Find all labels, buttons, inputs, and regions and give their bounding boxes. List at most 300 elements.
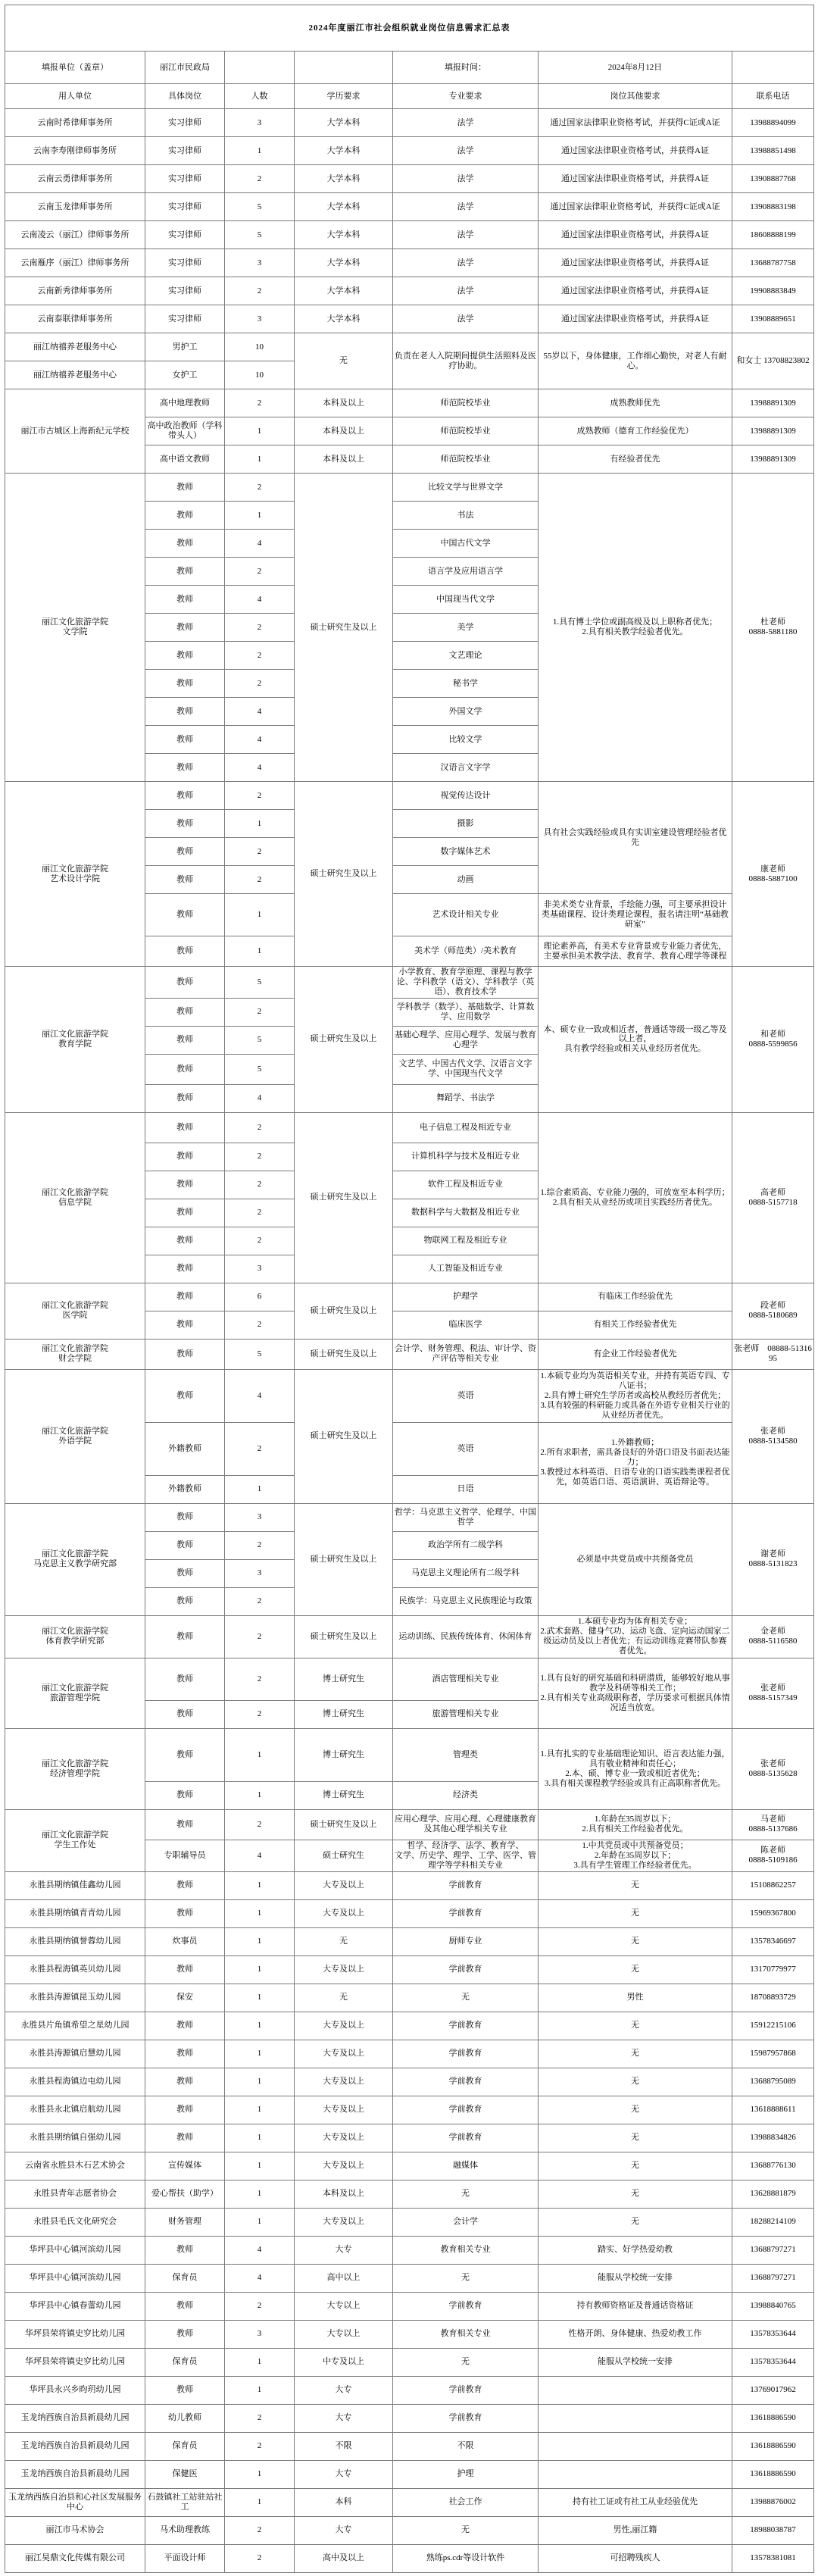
cell-edu: 硕士研究生 <box>295 1840 393 1871</box>
cell-post: 保育员 <box>145 2432 225 2460</box>
cell-num: 5 <box>225 967 295 999</box>
cell-phone: 13578353644 <box>732 2348 814 2376</box>
cell-major: 日语 <box>393 1475 539 1503</box>
table-row <box>5 1984 814 2012</box>
cell-edu: 本科及以上 <box>295 417 393 445</box>
cell-major: 教育相关专业 <box>393 2320 539 2348</box>
cell-unit: 丽江文化旅游学院 马克思主义教学研究部 <box>5 1503 145 1615</box>
cell-unit: 丽江文化旅游学院 教育学院 <box>5 967 145 1113</box>
cell-num: 2 <box>225 1199 295 1227</box>
cell-post: 教师 <box>145 474 225 502</box>
cell-num: 2 <box>225 614 295 642</box>
cell-phone: 13688797271 <box>732 2264 814 2292</box>
table-row <box>5 1369 814 1422</box>
table-row <box>5 1955 814 1984</box>
cell-other: 通过国家法律职业资格考试，并获得C证或A证 <box>539 109 732 137</box>
cell-unit: 永胜县期纳镇自强幼儿园 <box>5 2124 145 2152</box>
cell-major: 学前教育 <box>393 1899 539 1927</box>
cell-other: 无 <box>539 2152 732 2180</box>
cell-other: 通过国家法律职业资格考试，并获得A证 <box>539 165 732 193</box>
cell-other: 有企业工作经验者优先 <box>539 1339 732 1369</box>
cell-edu: 不限 <box>295 2432 393 2460</box>
cell-phone: 18988038787 <box>732 2516 814 2544</box>
table-row <box>5 2460 814 2488</box>
cell-phone: 18288214109 <box>732 2208 814 2236</box>
table-row <box>5 474 814 502</box>
cell-unit: 云南凌云（丽江）律师事务所 <box>5 221 145 249</box>
cell-num: 1 <box>225 445 295 474</box>
cell-major: 法学 <box>393 277 539 305</box>
cell-other: 无 <box>539 2096 732 2124</box>
cell-other: 1.年龄在35周岁以下； 2.具有相关工作经验者优先。 <box>539 1809 732 1840</box>
cell-post: 教师 <box>145 866 225 894</box>
cell-post: 爱心帮扶（助学） <box>145 2180 225 2208</box>
cell-num: 5 <box>225 1339 295 1369</box>
table-row <box>5 2068 814 2096</box>
cell-unit: 永胜县永北镇启航幼儿园 <box>5 2096 145 2124</box>
cell-other: 能服从学校统一安排 <box>539 2348 732 2376</box>
unit-value: 丽江市民政局 <box>145 52 225 84</box>
cell-major: 厨师专业 <box>393 1927 539 1955</box>
cell-unit: 华坪县中心镇河滨幼儿园 <box>5 2264 145 2292</box>
cell-phone: 15969367800 <box>732 1899 814 1927</box>
cell-major: 社会工作 <box>393 2488 539 2516</box>
cell-post: 石鼓镇社工站驻站社工 <box>145 2488 225 2516</box>
cell-major: 文艺学、中国古代文学、汉语言文字学、中国现当代文学 <box>393 1054 539 1084</box>
cell-edu: 大专及以上 <box>295 2208 393 2236</box>
cell-edu: 无 <box>295 1927 393 1955</box>
cell-edu: 大学本科 <box>295 249 393 277</box>
cell-major: 学前教育 <box>393 2124 539 2152</box>
cell-post: 宣传媒体 <box>145 2152 225 2180</box>
cell-major: 计算机科学与技术及相近专业 <box>393 1143 539 1171</box>
cell-unit: 永胜县期纳镇佳鑫幼儿园 <box>5 1871 145 1899</box>
cell-major: 学前教育 <box>393 2012 539 2040</box>
cell-post: 教师 <box>145 698 225 726</box>
cell-post: 保安 <box>145 1984 225 2012</box>
cell-major: 护理 <box>393 2460 539 2488</box>
column-header-post: 具体岗位 <box>145 84 225 109</box>
cell-edu: 大专及以上 <box>295 1955 393 1984</box>
cell-other: 男性 <box>539 1984 732 2012</box>
cell-num: 4 <box>225 530 295 558</box>
cell-other: 通过国家法律职业资格考试，并获得A证 <box>539 277 732 305</box>
cell-major: 动画 <box>393 866 539 894</box>
cell-post: 教师 <box>145 2040 225 2068</box>
cell-post: 教师 <box>145 838 225 866</box>
cell-unit: 丽江文化旅游学院 旅游管理学院 <box>5 1658 145 1728</box>
cell-num: 2 <box>225 1658 295 1700</box>
cell-phone: 13628881879 <box>732 2180 814 2208</box>
cell-num: 2 <box>225 2544 295 2572</box>
cell-post: 教师 <box>145 586 225 614</box>
cell-post: 教师 <box>145 1369 225 1422</box>
cell-unit: 云南时希律师事务所 <box>5 109 145 137</box>
cell-post: 教师 <box>145 2012 225 2040</box>
table-row <box>5 221 814 249</box>
cell-num: 1 <box>225 894 295 936</box>
cell-major: 学前教育 <box>393 2096 539 2124</box>
cell-num: 2 <box>225 2432 295 2460</box>
table-row <box>5 2040 814 2068</box>
cell-post: 教师 <box>145 998 225 1026</box>
cell-post: 专职辅导员 <box>145 1840 225 1871</box>
cell-post: 教师 <box>145 936 225 967</box>
cell-post: 教师 <box>145 1084 225 1112</box>
cell-post: 教师 <box>145 670 225 698</box>
table-row <box>5 249 814 277</box>
cell-other: 1.综合素质高、专业能力强的，可放宽至本科学历； 2.具有相关从业经历或项目实践经历者优先。 <box>539 1112 732 1283</box>
cell-major: 汉语言文字学 <box>393 754 539 782</box>
table-row <box>5 2236 814 2264</box>
cell-edu: 大专 <box>295 2460 393 2488</box>
table-row <box>5 1615 814 1658</box>
table-row <box>5 1339 814 1369</box>
cell-other: 通过国家法律职业资格考试，并获得A证 <box>539 249 732 277</box>
cell-major: 法学 <box>393 137 539 165</box>
cell-major: 会计学 <box>393 2208 539 2236</box>
cell-post: 教师 <box>145 967 225 999</box>
cell-post: 高中政治教师（学科带头人） <box>145 417 225 445</box>
cell-unit: 玉龙纳西族自治县新晨幼儿园 <box>5 2432 145 2460</box>
cell-phone: 13688795089 <box>732 2068 814 2096</box>
cell-major: 应用心理学、应用心理、心理健康教育及其他心理学相关专业 <box>393 1809 539 1840</box>
cell-phone: 13908887768 <box>732 165 814 193</box>
cell-post: 保育员 <box>145 2264 225 2292</box>
cell-major: 旅游管理相关专业 <box>393 1700 539 1728</box>
cell-edu: 本科及以上 <box>295 389 393 417</box>
cell-post: 保健医 <box>145 2460 225 2488</box>
cell-num: 2 <box>225 670 295 698</box>
cell-unit: 永胜县期纳镇誉蓉幼儿园 <box>5 1927 145 1955</box>
cell-post: 女护工 <box>145 361 225 389</box>
table-row <box>5 333 814 361</box>
cell-edu: 大学本科 <box>295 165 393 193</box>
cell-num: 1 <box>225 1781 295 1809</box>
cell-other: 能服从学校统一安排 <box>539 2264 732 2292</box>
table-row <box>5 1809 814 1840</box>
cell-num: 3 <box>225 1255 295 1283</box>
cell-edu: 大专及以上 <box>295 1899 393 1927</box>
cell-phone: 13618888611 <box>732 2096 814 2124</box>
cell-num: 1 <box>225 1955 295 1984</box>
cell-phone: 金老师 0888-5116580 <box>732 1615 814 1658</box>
cell-post: 教师 <box>145 642 225 670</box>
cell-major: 学科教学（数学）、基础数学、计算数学、应用数学 <box>393 998 539 1026</box>
cell-post: 教师 <box>145 1227 225 1255</box>
cell-phone: 13618886590 <box>732 2460 814 2488</box>
cell-num: 1 <box>225 2124 295 2152</box>
cell-unit: 丽江市古城区上海新纪元学校 <box>5 389 145 474</box>
cell-post: 教师 <box>145 726 225 754</box>
cell-phone: 13988851498 <box>732 137 814 165</box>
cell-post: 实习律师 <box>145 193 225 221</box>
cell-major: 外国文学 <box>393 698 539 726</box>
cell-other <box>539 2376 732 2404</box>
cell-post: 教师 <box>145 1587 225 1615</box>
cell-major: 基础心理学、应用心理学、发展与教育心理学 <box>393 1026 539 1054</box>
cell-post: 教师 <box>145 2376 225 2404</box>
cell-edu: 硕士研究生及以上 <box>295 1339 393 1369</box>
cell-num: 1 <box>225 2012 295 2040</box>
cell-phone: 张老师 0888-5134580 <box>732 1369 814 1503</box>
cell-edu: 博士研究生 <box>295 1781 393 1809</box>
cell-major: 护理学 <box>393 1283 539 1311</box>
cell-other: 本、硕专业一致或相近者，普通话等级一级乙等及以上者， 具有教学经验或相关从业经历者优先。 <box>539 967 732 1113</box>
cell-num: 5 <box>225 221 295 249</box>
cell-edu: 大专及以上 <box>295 2068 393 2096</box>
cell-post: 教师 <box>145 1112 225 1143</box>
cell-major: 比较文学与世界文学 <box>393 474 539 502</box>
cell-major: 摄影 <box>393 810 539 838</box>
cell-edu: 无 <box>295 333 393 389</box>
cell-num: 4 <box>225 2264 295 2292</box>
cell-other: 成熟教师（德育工作经验优先） <box>539 417 732 445</box>
table-row <box>5 1899 814 1927</box>
cell-other: 无 <box>539 1927 732 1955</box>
cell-num: 4 <box>225 1369 295 1422</box>
cell-other: 有相关工作经验者优先 <box>539 1311 732 1339</box>
cell-unit: 云南玉龙律师事务所 <box>5 193 145 221</box>
cell-unit: 丽江纳禧养老服务中心 <box>5 333 145 361</box>
cell-num: 3 <box>225 2320 295 2348</box>
cell-major: 会计学、财务管理、税法、审计学、资产评估等相关专业 <box>393 1339 539 1369</box>
cell-major: 中国古代文学 <box>393 530 539 558</box>
cell-other: 持有教师资格证及普通话资格证 <box>539 2292 732 2320</box>
cell-num: 1 <box>225 1899 295 1927</box>
cell-num: 1 <box>225 1871 295 1899</box>
cell-unit: 华坪县中心镇春蕾幼儿园 <box>5 2292 145 2320</box>
cell-unit: 丽江文化旅游学院 体育教学研究部 <box>5 1615 145 1658</box>
jobs-table <box>5 5 814 2573</box>
cell-major: 比较文学 <box>393 726 539 754</box>
cell-edu: 硕士研究生及以上 <box>295 967 393 1113</box>
cell-post: 教师 <box>145 1658 225 1700</box>
cell-unit: 云南泰联律师事务所 <box>5 305 145 333</box>
cell-edu: 硕士研究生及以上 <box>295 1112 393 1283</box>
table-row <box>5 1283 814 1311</box>
cell-post: 教师 <box>145 1171 225 1199</box>
cell-phone: 13618886590 <box>732 2432 814 2460</box>
table-row <box>5 2208 814 2236</box>
cell-phone: 15108862257 <box>732 1871 814 1899</box>
table-row <box>5 137 814 165</box>
cell-edu: 大学本科 <box>295 109 393 137</box>
column-header-edu: 学历要求 <box>295 84 393 109</box>
cell-num: 2 <box>225 277 295 305</box>
table-row <box>5 2488 814 2516</box>
cell-edu: 硕士研究生及以上 <box>295 474 393 782</box>
cell-phone: 13988834826 <box>732 2124 814 2152</box>
cell-other: 无 <box>539 2068 732 2096</box>
table-row <box>5 305 814 333</box>
cell-post: 教师 <box>145 1339 225 1369</box>
cell-num: 2 <box>225 1311 295 1339</box>
cell-post: 教师 <box>145 1871 225 1899</box>
cell-post: 教师 <box>145 1199 225 1227</box>
cell-major: 英语 <box>393 1369 539 1422</box>
cell-num: 1 <box>225 810 295 838</box>
cell-major: 融媒体 <box>393 2152 539 2180</box>
cell-phone: 13988840765 <box>732 2292 814 2320</box>
cell-phone: 谢老师 0888-5131823 <box>732 1503 814 1615</box>
cell-major: 数字媒体艺术 <box>393 838 539 866</box>
page-title: 2024年度丽江市社会组织就业岗位信息需求汇总表 <box>5 5 814 52</box>
cell-edu: 大专 <box>295 2404 393 2432</box>
cell-major: 教育相关专业 <box>393 2236 539 2264</box>
cell-other: 通过国家法律职业资格考试，并获得C证或A证 <box>539 193 732 221</box>
table-row <box>5 2348 814 2376</box>
cell-major: 马克思主义理论所有二级学科 <box>393 1559 539 1587</box>
cell-edu: 博士研究生 <box>295 1700 393 1728</box>
cell-num: 2 <box>225 866 295 894</box>
cell-post: 教师 <box>145 1700 225 1728</box>
cell-num: 1 <box>225 2040 295 2068</box>
cell-post: 教师 <box>145 1026 225 1054</box>
cell-other: 具有社会实践经验或具有实训室建设管理经验者优先 <box>539 782 732 894</box>
cell-unit: 华坪县荣将镇史穸比幼儿园 <box>5 2320 145 2348</box>
cell-phone: 张老师 08888-5131695 <box>732 1339 814 1369</box>
cell-post: 教师 <box>145 1615 225 1658</box>
cell-num: 1 <box>225 2460 295 2488</box>
cell-phone: 13988891309 <box>732 389 814 417</box>
cell-phone: 高老师 0888-5157718 <box>732 1112 814 1283</box>
cell-major: 书法 <box>393 502 539 530</box>
cell-major: 美术学（师范类）/美术教育 <box>393 936 539 967</box>
cell-edu: 大专 <box>295 2236 393 2264</box>
cell-num: 5 <box>225 1054 295 1084</box>
table-row <box>5 2264 814 2292</box>
cell-phone: 13578381081 <box>732 2544 814 2572</box>
cell-edu: 大专以上 <box>295 2292 393 2320</box>
table-row <box>5 1503 814 1531</box>
cell-unit: 丽江文化旅游学院 信息学院 <box>5 1112 145 1283</box>
cell-edu: 大学本科 <box>295 193 393 221</box>
cell-unit: 玉龙纳西族自治县和心社区发展服务中心 <box>5 2488 145 2516</box>
cell-other: 通过国家法律职业资格考试，并获得A证 <box>539 221 732 249</box>
cell-num: 4 <box>225 1840 295 1871</box>
cell-phone: 18708893729 <box>732 1984 814 2012</box>
cell-num: 2 <box>225 2516 295 2544</box>
cell-post: 财务管理 <box>145 2208 225 2236</box>
cell-other <box>539 2432 732 2460</box>
cell-num: 2 <box>225 165 295 193</box>
table-row <box>5 782 814 810</box>
cell-post: 教师 <box>145 1143 225 1171</box>
meta-spacer-2 <box>295 52 393 84</box>
cell-phone: 马老师 0888-5137686 <box>732 1809 814 1840</box>
cell-phone: 13688776130 <box>732 2152 814 2180</box>
table-row <box>5 1927 814 1955</box>
cell-edu: 本科及以上 <box>295 445 393 474</box>
cell-unit: 云南云勇律师事务所 <box>5 165 145 193</box>
table-row <box>5 2320 814 2348</box>
cell-edu: 大学本科 <box>295 137 393 165</box>
table-row <box>5 2544 814 2572</box>
meta-spacer-3 <box>732 52 814 84</box>
cell-unit: 玉龙纳西族自治县新晨幼儿园 <box>5 2404 145 2432</box>
cell-num: 1 <box>225 2096 295 2124</box>
cell-other: 男性,丽江籍 <box>539 2516 732 2544</box>
cell-other: 无 <box>539 2208 732 2236</box>
cell-major: 酒店管理相关专业 <box>393 1658 539 1700</box>
cell-major: 英语 <box>393 1422 539 1475</box>
cell-post: 教师 <box>145 782 225 810</box>
cell-num: 1 <box>225 936 295 967</box>
cell-edu: 硕士研究生及以上 <box>295 1809 393 1840</box>
column-header-num: 人数 <box>225 84 295 109</box>
cell-edu: 本科 <box>295 2488 393 2516</box>
cell-major: 法学 <box>393 305 539 333</box>
cell-post: 幼儿教师 <box>145 2404 225 2432</box>
cell-num: 4 <box>225 2236 295 2264</box>
cell-other: 可招聘残疾人 <box>539 2544 732 2572</box>
cell-edu: 大专以上 <box>295 2320 393 2348</box>
cell-other <box>539 2460 732 2488</box>
cell-post: 男护工 <box>145 333 225 361</box>
cell-unit: 丽江文化旅游学院 外语学院 <box>5 1369 145 1503</box>
cell-phone: 13688787758 <box>732 249 814 277</box>
cell-phone: 19908883849 <box>732 277 814 305</box>
cell-other: 无 <box>539 2124 732 2152</box>
cell-num: 2 <box>225 1587 295 1615</box>
cell-phone: 康老师 0888-5887100 <box>732 782 814 967</box>
cell-phone: 陈老师 0888-5109186 <box>732 1840 814 1871</box>
cell-post: 教师 <box>145 754 225 782</box>
cell-unit: 永胜县期纳镇青青幼儿园 <box>5 1899 145 1927</box>
cell-post: 高中语文教师 <box>145 445 225 474</box>
cell-num: 3 <box>225 109 295 137</box>
cell-num: 1 <box>225 417 295 445</box>
cell-unit: 永胜县涛源镇启慧幼儿园 <box>5 2040 145 2068</box>
cell-major: 人工智能及相近专业 <box>393 1255 539 1283</box>
cell-other: 通过国家法律职业资格考试，并获得A证 <box>539 137 732 165</box>
cell-post: 实习律师 <box>145 277 225 305</box>
cell-major: 师范院校毕业 <box>393 445 539 474</box>
cell-num: 1 <box>225 137 295 165</box>
cell-phone: 杜老师 0888-5881180 <box>732 474 814 782</box>
cell-major: 法学 <box>393 221 539 249</box>
cell-edu: 硕士研究生及以上 <box>295 1615 393 1658</box>
cell-major: 政治学所有二级学科 <box>393 1531 539 1559</box>
cell-major: 物联网工程及相近专业 <box>393 1227 539 1255</box>
cell-phone: 13988876002 <box>732 2488 814 2516</box>
cell-post: 实习律师 <box>145 305 225 333</box>
cell-major: 无 <box>393 1984 539 2012</box>
cell-post: 教师 <box>145 1728 225 1781</box>
cell-unit: 永胜县青年志愿者协会 <box>5 2180 145 2208</box>
cell-post: 教师 <box>145 2292 225 2320</box>
cell-edu: 硕士研究生及以上 <box>295 1283 393 1339</box>
cell-phone: 13578346697 <box>732 1927 814 1955</box>
table-row <box>5 2096 814 2124</box>
cell-unit: 丽江市马术协会 <box>5 2516 145 2544</box>
table-row <box>5 1728 814 1781</box>
cell-unit: 云南新秀律师事务所 <box>5 277 145 305</box>
cell-post: 马术助理教练 <box>145 2516 225 2544</box>
cell-other: 性格开朗、身体健康、热爱幼教工作 <box>539 2320 732 2348</box>
table-row <box>5 2292 814 2320</box>
table-row <box>5 2376 814 2404</box>
table-row <box>5 2012 814 2040</box>
cell-num: 2 <box>225 389 295 417</box>
table-row <box>5 2152 814 2180</box>
cell-phone: 段老师 0888-5180689 <box>732 1283 814 1339</box>
cell-phone: 13618886590 <box>732 2404 814 2432</box>
cell-major: 学前教育 <box>393 2068 539 2096</box>
column-header-other: 岗位其他要求 <box>539 84 732 109</box>
cell-major: 师范院校毕业 <box>393 389 539 417</box>
